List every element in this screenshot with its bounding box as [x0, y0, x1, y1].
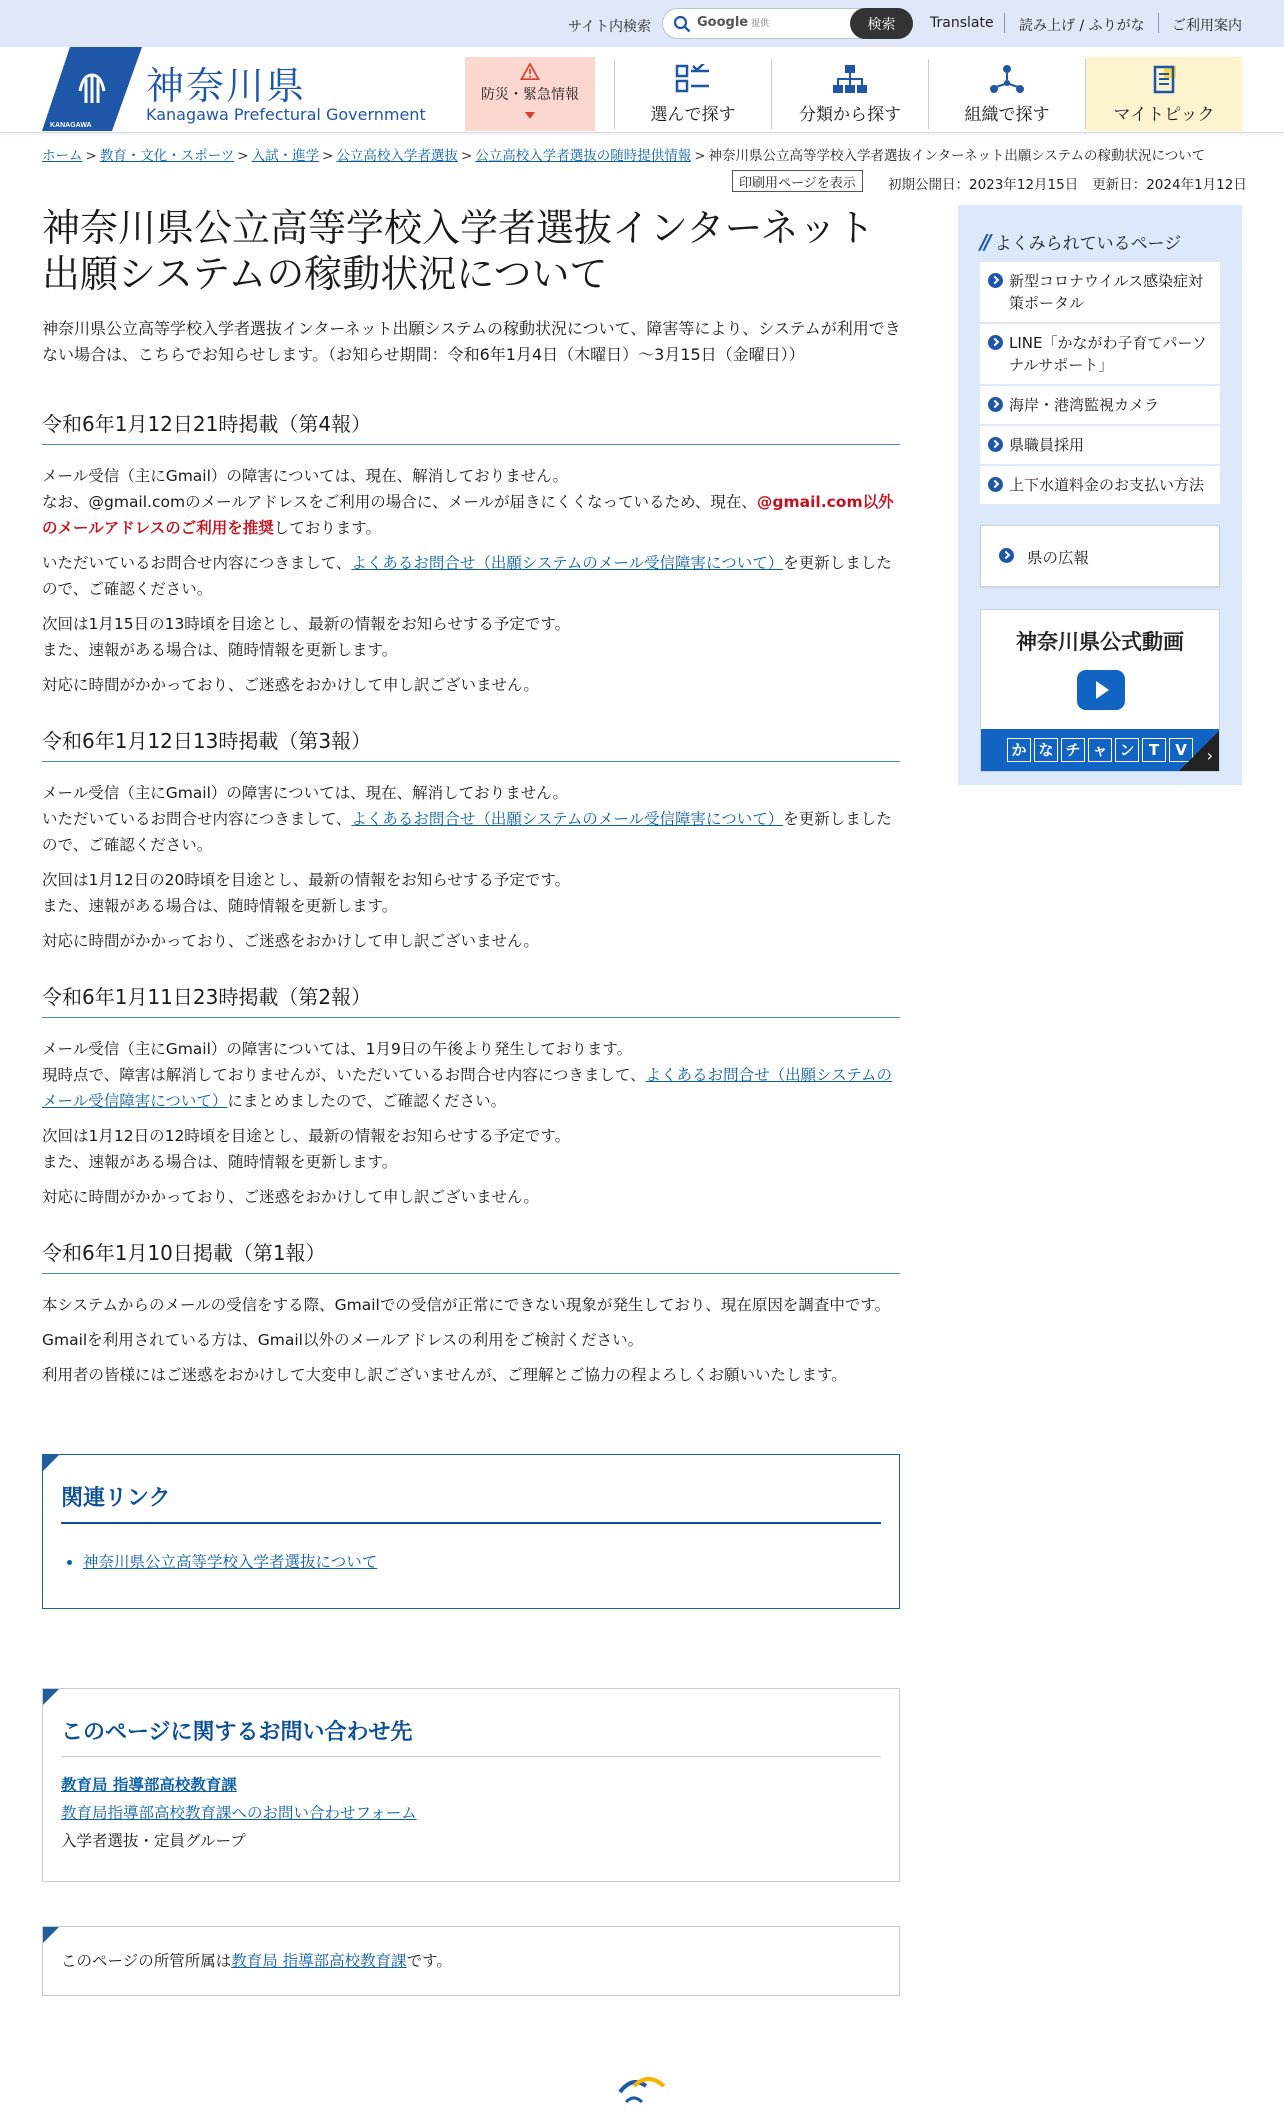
- paragraph: 利用者の皆様にはご迷惑をおかけして大変申し訳ございませんが、ご理解とご協力の程よろしくお願いいたします。: [42, 1366, 847, 1384]
- notice-section-4: [42, 408, 900, 707]
- updated-date: 更新日：2024年1月12日: [1092, 177, 1247, 193]
- contact-heading: このページに関するお問い合わせ先: [61, 1715, 881, 1757]
- breadcrumb-link[interactable]: 入試・進学: [251, 148, 320, 164]
- contact-details: [61, 1771, 881, 1855]
- breadcrumb-link[interactable]: 公立高校入学者選抜の随時提供情報: [475, 148, 692, 164]
- utility-bar: [0, 0, 1284, 47]
- faq-link[interactable]: よくあるお問合せ（出願システムのメール受信障害について）: [351, 810, 784, 828]
- contact-box: [42, 1688, 900, 1882]
- nav-mytopic[interactable]: [1086, 57, 1242, 131]
- related-links-box: [42, 1454, 900, 1609]
- paragraph: 対応に時間がかかっており、ご迷惑をおかけして申し訳ございません。: [42, 932, 539, 950]
- kanachan-tv-band: [981, 729, 1219, 771]
- paragraph: 次回は1月15日の13時頃を目途とし、最新の情報をお知らせする予定です。 また、速報がある場合は、随時情報を更新します。: [42, 615, 571, 659]
- svg-text:KANAGAWA: KANAGAWA: [50, 122, 92, 129]
- popular-page-item[interactable]: 新型コロナウイルス感染症対策ポータル: [980, 262, 1220, 324]
- chevron-right-icon: ›: [1206, 746, 1213, 765]
- official-video-banner[interactable]: [980, 609, 1220, 772]
- popular-pages-heading: // よくみられているページ: [980, 229, 1182, 254]
- paragraph: 次回は1月12日の20時頃を目途とし、最新の情報をお知らせする予定です。 また、速報がある場合は、随時情報を更新します。: [42, 871, 571, 915]
- kanachan-tv-logo: か な チ ャ ン T V: [1007, 738, 1196, 762]
- popular-page-item[interactable]: 上下水道料金のお支払い方法: [980, 466, 1220, 506]
- hierarchy-icon: [832, 64, 868, 94]
- official-video-title: 神奈川県公式動画: [1016, 630, 1184, 654]
- chevron-right-icon: [999, 548, 1014, 563]
- paragraph: メール受信（主にGmail）の障害については、現在、解消しておりません。 なお、@gmail.comのメールアドレスをご利用の場合に、メールが届きにくくなっているため、現在、@gmail.com以外のメールアドレスのご利用を推奨しております。: [42, 467, 894, 537]
- first-published-date: 初期公開日：2023年12月15日: [888, 177, 1079, 193]
- paragraph: 本システムからのメールの受信をする際、Gmailでの受信が正常にできない現象が発生しており、現在原因を調査中です。: [42, 1296, 891, 1314]
- nav-category[interactable]: [772, 57, 928, 131]
- chevron-right-icon: [988, 437, 1003, 452]
- notice-section-2: [42, 981, 900, 1219]
- breadcrumb-link[interactable]: 公立高校入学者選抜: [336, 148, 458, 164]
- organization-icon: [989, 64, 1025, 94]
- owner-box: このページの所管所属は教育局 指導部高校教育課です。: [42, 1926, 900, 1996]
- paragraph: メール受信（主にGmail）の障害については、1月9日の午後より発生しております。 現時点で、障害は解消しておりませんが、いただいているお問合せ内容につきまして、よくあるお問合せ（出願システムのメール受信障害について）にまとめましたので、ご確認ください。: [42, 1040, 893, 1110]
- warning-icon: [519, 63, 541, 80]
- publish-dates: [888, 173, 1247, 193]
- section-heading: 令和6年1月12日13時掲載（第3報）: [42, 725, 900, 762]
- chevron-right-icon: [988, 397, 1003, 412]
- nav-organization[interactable]: [929, 57, 1085, 131]
- breadcrumb: ホーム > 教育・文化・スポーツ > 入試・進学 > 公立高校入学者選抜 > 公立高校入学者選抜の随時提供情報 > 神奈川県公立高等学校入学者選抜インターネット出願システムの稼動状況について: [42, 148, 1206, 164]
- chevron-down-icon: [524, 112, 536, 119]
- section-heading: 令和6年1月10日掲載（第1報）: [42, 1237, 900, 1274]
- corner-accent: [43, 1927, 59, 1943]
- contact-form-link[interactable]: 教育局指導部高校教育課へのお問い合わせフォーム: [61, 1804, 417, 1822]
- gmail-alert-text: @gmail.com以外のメールアドレスのご利用を推奨: [42, 493, 894, 537]
- site-header: [0, 47, 1284, 133]
- corner-accent: [1179, 731, 1219, 771]
- list-item: [83, 1550, 881, 1572]
- notice-section-3: [42, 725, 900, 963]
- site-logo-japanese[interactable]: 神奈川県: [146, 64, 307, 108]
- paragraph: いただいているお問合せ内容につきまして、よくあるお問合せ（出願システムのメール受信障害について）を更新しましたので、ご確認ください。: [42, 554, 892, 598]
- chevron-right-icon: [988, 273, 1003, 288]
- prefecture-pr-label: 県の広報: [1027, 549, 1090, 567]
- nav-choose[interactable]: [615, 57, 771, 131]
- guide-link[interactable]: ご利用案内: [1172, 18, 1242, 34]
- popular-page-item[interactable]: LINE「かながわ子育てパーソナルサポート」: [980, 324, 1220, 386]
- breadcrumb-current: 神奈川県公立高等学校入学者選抜インターネット出願システムの稼動状況について: [708, 148, 1206, 164]
- nav-mytopic-label: マイトピック: [1113, 105, 1215, 125]
- popular-page-item[interactable]: 県職員採用: [980, 426, 1220, 466]
- site-search-label: サイト内検索: [568, 19, 652, 35]
- paragraph: 対応に時間がかかっており、ご迷惑をおかけして申し訳ございません。: [42, 676, 539, 694]
- related-links-heading: 関連リンク: [61, 1481, 881, 1524]
- translate-link[interactable]: Translate: [930, 15, 994, 31]
- breadcrumb-link[interactable]: 教育・文化・スポーツ: [99, 148, 235, 164]
- contact-group: 入学者選抜・定員グループ: [61, 1832, 246, 1850]
- print-page-button[interactable]: 印刷用ページを表示: [732, 170, 863, 192]
- section-heading: 令和6年1月11日23時掲載（第2報）: [42, 981, 900, 1018]
- breadcrumb-link[interactable]: ホーム: [42, 148, 83, 164]
- paragraph: メール受信（主にGmail）の障害については、現在、解消しておりません。 いただいているお問合せ内容につきまして、よくあるお問合せ（出願システムのメール受信障害について）を更新しましたので、ご確認ください。: [42, 784, 892, 854]
- nav-emergency-label: 防災・緊急情報: [481, 87, 579, 104]
- faq-link[interactable]: よくあるお問合せ（出願システムのメール受信障害について）: [351, 554, 784, 572]
- page-title: 神奈川県公立高等学校入学者選抜インターネット出願システムの稼動状況について: [42, 206, 875, 296]
- popular-page-item[interactable]: 海岸・港湾監視カメラ: [980, 386, 1220, 426]
- sidebar: [958, 205, 1242, 785]
- divider: [1158, 13, 1159, 33]
- intro-text: 神奈川県公立高等学校入学者選抜インターネット出願システムの稼動状況について、障害等により、システムが利用できない場合は、こちらでお知らせします。（お知らせ期間：令和6年1月4日（木曜日）～3月15日（金曜日））: [42, 319, 901, 364]
- search-icon: [673, 15, 691, 33]
- nav-emergency-info[interactable]: [465, 57, 595, 131]
- chevron-right-icon: [988, 335, 1003, 350]
- contact-department-link[interactable]: 教育局 指導部高校教育課: [61, 1776, 237, 1794]
- nav-organization-label: 組織で探す: [964, 105, 1050, 125]
- owner-department-link[interactable]: 教育局 指導部高校教育課: [231, 1952, 407, 1970]
- google-search-brand: Google 提供: [697, 15, 770, 30]
- section-heading: 令和6年1月12日21時掲載（第4報）: [42, 408, 900, 445]
- corner-accent: [43, 1689, 59, 1705]
- document-icon: [1149, 64, 1179, 94]
- related-links-list: [61, 1550, 881, 1572]
- paragraph: 次回は1月12日の12時頃を目途とし、最新の情報をお知らせする予定です。 また、速報がある場合は、随時情報を更新します。: [42, 1127, 571, 1171]
- faq-link[interactable]: よくあるお問合せ（出願システムのメール受信障害について）: [42, 1066, 893, 1110]
- double-slash-icon: //: [980, 229, 989, 254]
- search-button[interactable]: 検索: [850, 8, 913, 39]
- popular-pages-list: [980, 262, 1220, 506]
- corner-accent: [43, 1455, 59, 1471]
- paragraph: Gmailを利用されている方は、Gmail以外のメールアドレスの利用をご検討ください。: [42, 1331, 644, 1349]
- footer-logo-icon: [612, 2072, 672, 2121]
- paragraph: 対応に時間がかかっており、ご迷惑をおかけして申し訳ございません。: [42, 1188, 539, 1206]
- related-link[interactable]: 神奈川県公立高等学校入学者選抜について: [83, 1553, 378, 1571]
- nav-category-label: 分類から探す: [799, 105, 901, 125]
- divider: [1004, 13, 1005, 33]
- read-aloud-link[interactable]: 読み上げ / ふりがな: [1019, 18, 1145, 34]
- play-icon: [1077, 670, 1125, 710]
- checklist-icon: [675, 64, 711, 94]
- chevron-right-icon: [988, 477, 1003, 492]
- site-logo-english[interactable]: Kanagawa Prefectural Government: [146, 105, 426, 124]
- nav-choose-label: 選んで探す: [650, 105, 736, 125]
- prefecture-pr-button[interactable]: [980, 525, 1220, 587]
- kanagawa-logo-icon[interactable]: [42, 47, 142, 131]
- notice-section-1: [42, 1237, 900, 1397]
